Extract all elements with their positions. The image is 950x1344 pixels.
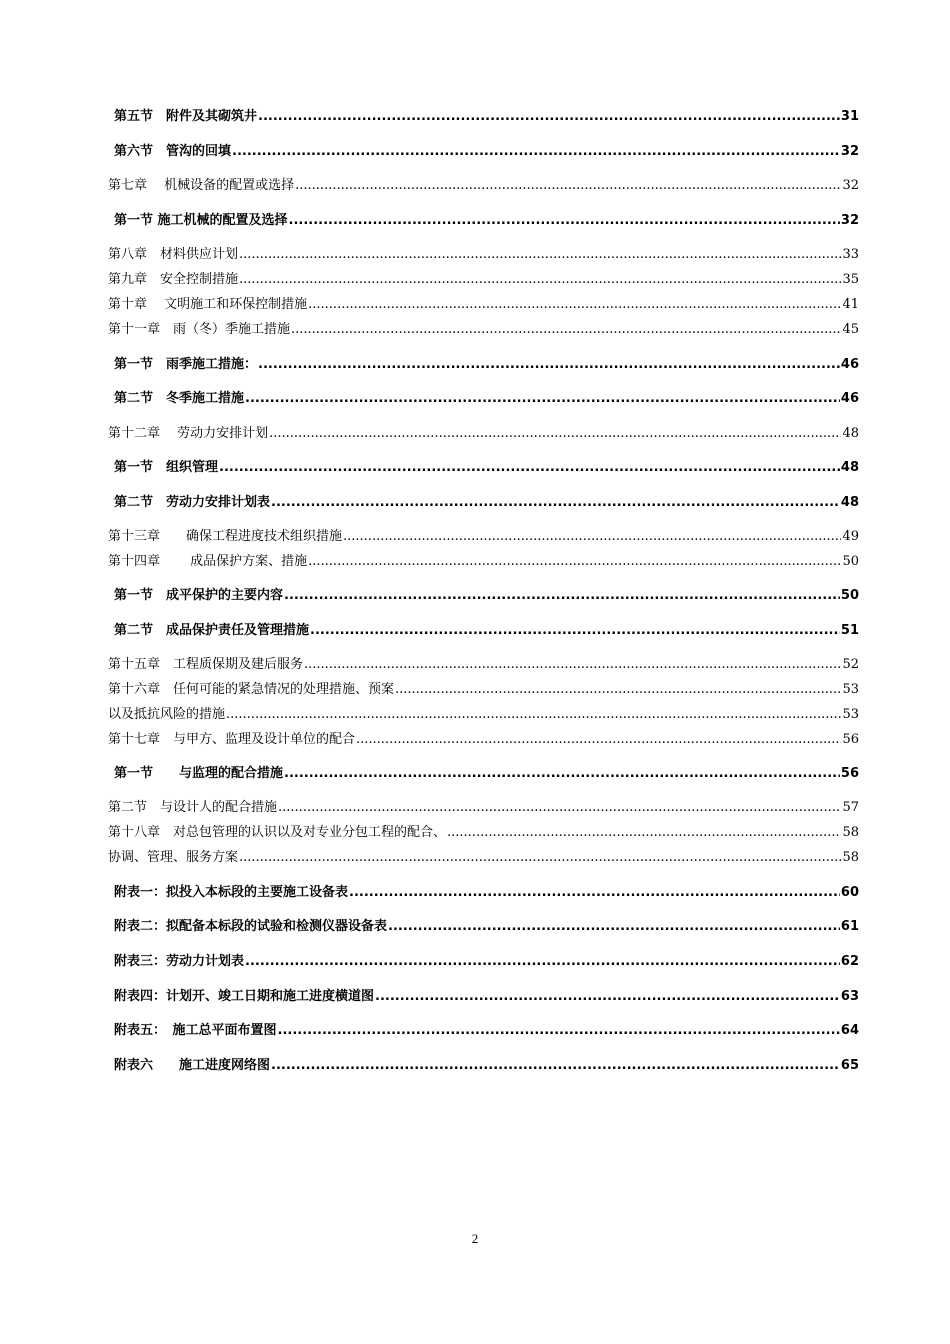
toc-dot-leader <box>245 954 840 969</box>
toc-chapter-entry[interactable] <box>108 846 859 865</box>
toc-chapter-entry[interactable] <box>108 703 859 722</box>
toc-entry-page: 48 <box>840 460 859 475</box>
toc-entry-page: 51 <box>840 623 859 638</box>
toc-dot-leader <box>239 247 841 262</box>
page-number: 2 <box>471 1231 479 1246</box>
toc-entry-label: 第一节 成平保护的主要内容 <box>114 588 284 603</box>
toc-dot-leader <box>219 460 840 475</box>
toc-entry-page: 62 <box>840 954 859 969</box>
toc-entry-label: 附表一：拟投入本标段的主要施工设备表 <box>114 885 349 900</box>
toc-section-entry[interactable] <box>114 140 859 159</box>
toc-entry-page: 53 <box>842 707 859 722</box>
toc-chapter-entry[interactable] <box>108 422 859 441</box>
toc-entry-page: 45 <box>842 322 859 337</box>
toc-chapter-entry[interactable] <box>108 728 859 747</box>
toc-entry-label: 协调、管理、服务方案 <box>108 850 239 865</box>
toc-entry-page: 49 <box>842 529 859 544</box>
toc-entry-label: 第十一章 雨（冬）季施工措施 <box>108 322 291 337</box>
toc-entry-label: 第六节 管沟的回填 <box>114 144 232 159</box>
toc-entry-label: 附表四：计划开、竣工日期和施工进度横道图 <box>114 989 375 1004</box>
toc-dot-leader <box>291 322 841 337</box>
toc-entry-page: 58 <box>842 850 859 865</box>
toc-dot-leader <box>295 178 841 193</box>
toc-dot-leader <box>232 144 840 159</box>
toc-entry-page: 46 <box>840 357 859 372</box>
toc-dot-leader <box>258 109 840 124</box>
toc-chapter-entry[interactable] <box>108 293 859 312</box>
toc-chapter-entry[interactable] <box>108 268 859 287</box>
toc-entry-page: 64 <box>840 1023 859 1038</box>
toc-entry-label: 附表六 施工进度网络图 <box>114 1058 271 1073</box>
toc-entry-page: 35 <box>842 272 859 287</box>
toc-section-entry[interactable] <box>114 456 859 475</box>
toc-section-entry[interactable] <box>114 762 859 781</box>
toc-entry-page: 48 <box>842 426 859 441</box>
toc-chapter-entry[interactable] <box>108 525 859 544</box>
toc-entry-page: 33 <box>842 247 859 262</box>
toc-entry-page: 65 <box>840 1058 859 1073</box>
toc-entry-label: 第二节 与设计人的配合措施 <box>108 800 278 815</box>
toc-section-entry[interactable] <box>114 491 859 510</box>
toc-dot-leader <box>308 297 841 312</box>
toc-section-entry[interactable] <box>114 881 859 900</box>
toc-entry-label: 第十六章 任何可能的紧急情况的处理措施、预案 <box>108 682 395 697</box>
toc-entry-label: 第七章 机械设备的配置或选择 <box>108 178 295 193</box>
toc-entry-label: 附表三：劳动力计划表 <box>114 954 245 969</box>
toc-entry-label: 第八章 材料供应计划 <box>108 247 239 262</box>
toc-entry-page: 32 <box>840 213 859 228</box>
toc-entry-label: 第十八章 对总包管理的认识以及对专业分包工程的配合、 <box>108 825 447 840</box>
toc-dot-leader <box>271 1058 840 1073</box>
toc-chapter-entry[interactable] <box>108 550 859 569</box>
toc-dot-leader <box>278 1023 840 1038</box>
toc-dot-leader <box>343 529 841 544</box>
toc-dot-leader <box>278 800 841 815</box>
toc-entry-page: 50 <box>840 588 859 603</box>
toc-entry-page: 56 <box>842 732 859 747</box>
toc-dot-leader <box>284 766 840 781</box>
toc-entry-label: 第二节 成品保护责任及管理措施 <box>114 623 310 638</box>
toc-dot-leader <box>308 554 841 569</box>
toc-section-entry[interactable] <box>114 950 859 969</box>
toc-dot-leader <box>284 588 840 603</box>
toc-dot-leader <box>375 989 840 1004</box>
toc-entry-label: 第一节 组织管理 <box>114 460 219 475</box>
toc-entry-label: 第十二章 劳动力安排计划 <box>108 426 269 441</box>
toc-entry-page: 57 <box>842 800 859 815</box>
toc-chapter-entry[interactable] <box>108 174 859 193</box>
toc-entry-label: 第九章 安全控制措施 <box>108 272 239 287</box>
toc-entry-label: 第一节 雨季施工措施： <box>114 357 258 372</box>
toc-section-entry[interactable] <box>114 985 859 1004</box>
toc-dot-leader <box>226 707 841 722</box>
toc-dot-leader <box>239 850 841 865</box>
toc-section-entry[interactable] <box>114 209 859 228</box>
toc-section-entry[interactable] <box>114 619 859 638</box>
toc-chapter-entry[interactable] <box>108 318 859 337</box>
toc-dot-leader <box>239 272 841 287</box>
toc-entry-label: 第二节 冬季施工措施 <box>114 391 245 406</box>
toc-section-entry[interactable] <box>114 1019 859 1038</box>
toc-dot-leader <box>310 623 840 638</box>
toc-entry-page: 31 <box>840 109 859 124</box>
toc-dot-leader <box>269 426 841 441</box>
toc-dot-leader <box>349 885 840 900</box>
toc-dot-leader <box>245 391 840 406</box>
toc-entry-page: 53 <box>842 682 859 697</box>
toc-dot-leader <box>395 682 841 697</box>
toc-chapter-entry[interactable] <box>108 653 859 672</box>
toc-entry-page: 32 <box>840 144 859 159</box>
toc-entry-page: 32 <box>842 178 859 193</box>
toc-section-entry[interactable] <box>114 387 859 406</box>
toc-entry-label: 第十七章 与甲方、监理及设计单位的配合 <box>108 732 356 747</box>
toc-entry-page: 56 <box>840 766 859 781</box>
toc-entry-label: 附表二：拟配备本标段的试验和检测仪器设备表 <box>114 919 388 934</box>
toc-entry-page: 41 <box>842 297 859 312</box>
toc-section-entry[interactable] <box>114 1054 859 1073</box>
toc-section-entry[interactable] <box>114 353 859 372</box>
toc-entry-label: 第一节 与监理的配合措施 <box>114 766 284 781</box>
toc-dot-leader <box>271 495 840 510</box>
toc-chapter-entry[interactable] <box>108 796 859 815</box>
toc-entry-page: 50 <box>842 554 859 569</box>
toc-section-entry[interactable] <box>114 105 859 124</box>
toc-entry-label: 以及抵抗风险的措施 <box>108 707 226 722</box>
toc-dot-leader <box>447 825 841 840</box>
toc-dot-leader <box>258 357 840 372</box>
toc-entry-label: 第十三章 确保工程进度技术组织措施 <box>108 529 343 544</box>
toc-entry-label: 第十章 文明施工和环保控制措施 <box>108 297 308 312</box>
toc-entry-label: 附表五： 施工总平面布置图 <box>114 1023 277 1038</box>
toc-entry-label: 第二节 劳动力安排计划表 <box>114 495 271 510</box>
toc-entry-page: 58 <box>842 825 859 840</box>
toc-dot-leader <box>356 732 841 747</box>
toc-entry-label: 第一节 施工机械的配置及选择 <box>114 213 288 228</box>
toc-chapter-entry[interactable] <box>108 243 859 262</box>
toc-dot-leader <box>304 657 841 672</box>
toc-section-entry[interactable] <box>114 584 859 603</box>
toc-entry-page: 52 <box>842 657 859 672</box>
toc-chapter-entry[interactable] <box>108 678 859 697</box>
toc-entry-page: 46 <box>840 391 859 406</box>
toc-entry-page: 48 <box>840 495 859 510</box>
toc-chapter-entry[interactable] <box>108 821 859 840</box>
toc-entry-label: 第五节 附件及其砌筑井 <box>114 109 258 124</box>
toc-entry-page: 63 <box>840 989 859 1004</box>
toc-entry-label: 第十五章 工程质保期及建后服务 <box>108 657 304 672</box>
toc-dot-leader <box>388 919 840 934</box>
toc-entry-label: 第十四章 成品保护方案、措施 <box>108 554 308 569</box>
toc-section-entry[interactable] <box>114 915 859 934</box>
toc-dot-leader <box>289 213 840 228</box>
toc-entry-page: 61 <box>840 919 859 934</box>
toc-entry-page: 60 <box>840 885 859 900</box>
